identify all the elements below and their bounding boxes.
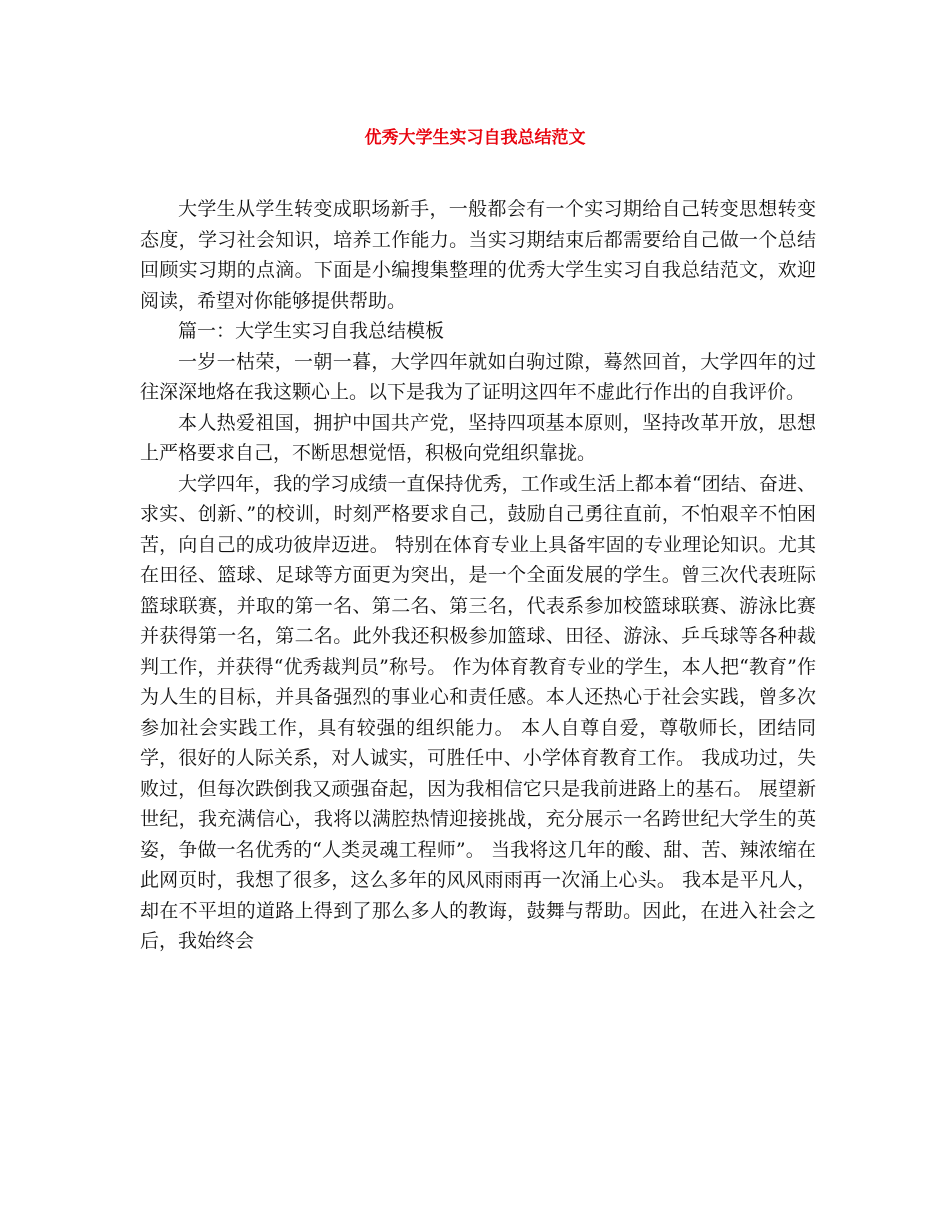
document-title: 优秀大学生实习自我总结范文 [364,128,586,148]
paragraph-main: 大学四年，我的学习成绩一直保持优秀，工作或生活上都本着“团结、奋进、求实、创新、”的校训，时刻严格要求自己，鼓励自己勇往直前，不怕艰辛不怕困苦，向自己的成功彼岸迈进。 特别在体育专业上具备牢固的专业理论知识。尤其在田径、篮球、足球等方面更为突出，是一个全面发展的学生。曾三次代表班际篮球联赛，并取的第一名、第二名、第三名，代表系参加校篮球联赛、游泳比赛并获得第一名，第二名。此外我还积极参加篮球、田径、游泳、乒乓球等各种裁判工作，并获得“优秀裁判员”称号。 作为体育教育专业的学生，本人把“教育”作为人生的目标，并具备强烈的事业心和责任感。本人还热心于社会实践，曾多次参加社会实践工作，具有较强的组织能力。 本人自尊自爱，尊敬师长，团结同学，很好的人际关系，对人诚实，可胜任中、小学体育教育工作。 我成功过，失败过，但每次跌倒我又顽强奋起，因为我相信它只是我前进路上的基石。 展望新世纪，我充满信心，我将以满腔热情迎接挑战，充分展示一名跨世纪大学生的英姿，争做一名优秀的“人类灵魂工程师”。 当我将这几年的酸、甜、苦、辣浓缩在此网页时，我想了很多，这么多年的风风雨雨再一次涌上心头。 我本是平凡人，却在不平坦的道路上得到了那么多人的教诲，鼓舞与帮助。因此，在进入社会之后，我始终会 [140,472,816,952]
paragraph-politics: 本人热爱祖国，拥护中国共产党，坚持四项基本原则，坚持改革开放，思想上严格要求自己，不断思想觉悟，积极向党组织靠拢。 [140,411,816,464]
document-body [140,194,816,957]
paragraph-intro: 大学生从学生转变成职场新手，一般都会有一个实习期给自己转变思想转变态度，学习社会知识，培养工作能力。当实习期结束后都需要给自己做一个总结回顾实习期的点滴。下面是小编搜集整理的优秀大学生实习自我总结范文，欢迎阅读，希望对你能够提供帮助。 [140,198,816,312]
paragraph-opening: 一岁一枯荣，一朝一暮，大学四年就如白驹过隙，蓦然回首，大学四年的过往深深地烙在我这颗心上。以下是我为了证明这四年不虚此行作出的自我评价。 [140,350,816,403]
paragraph-section-heading: 篇一：大学生实习自我总结模板 [178,320,445,342]
